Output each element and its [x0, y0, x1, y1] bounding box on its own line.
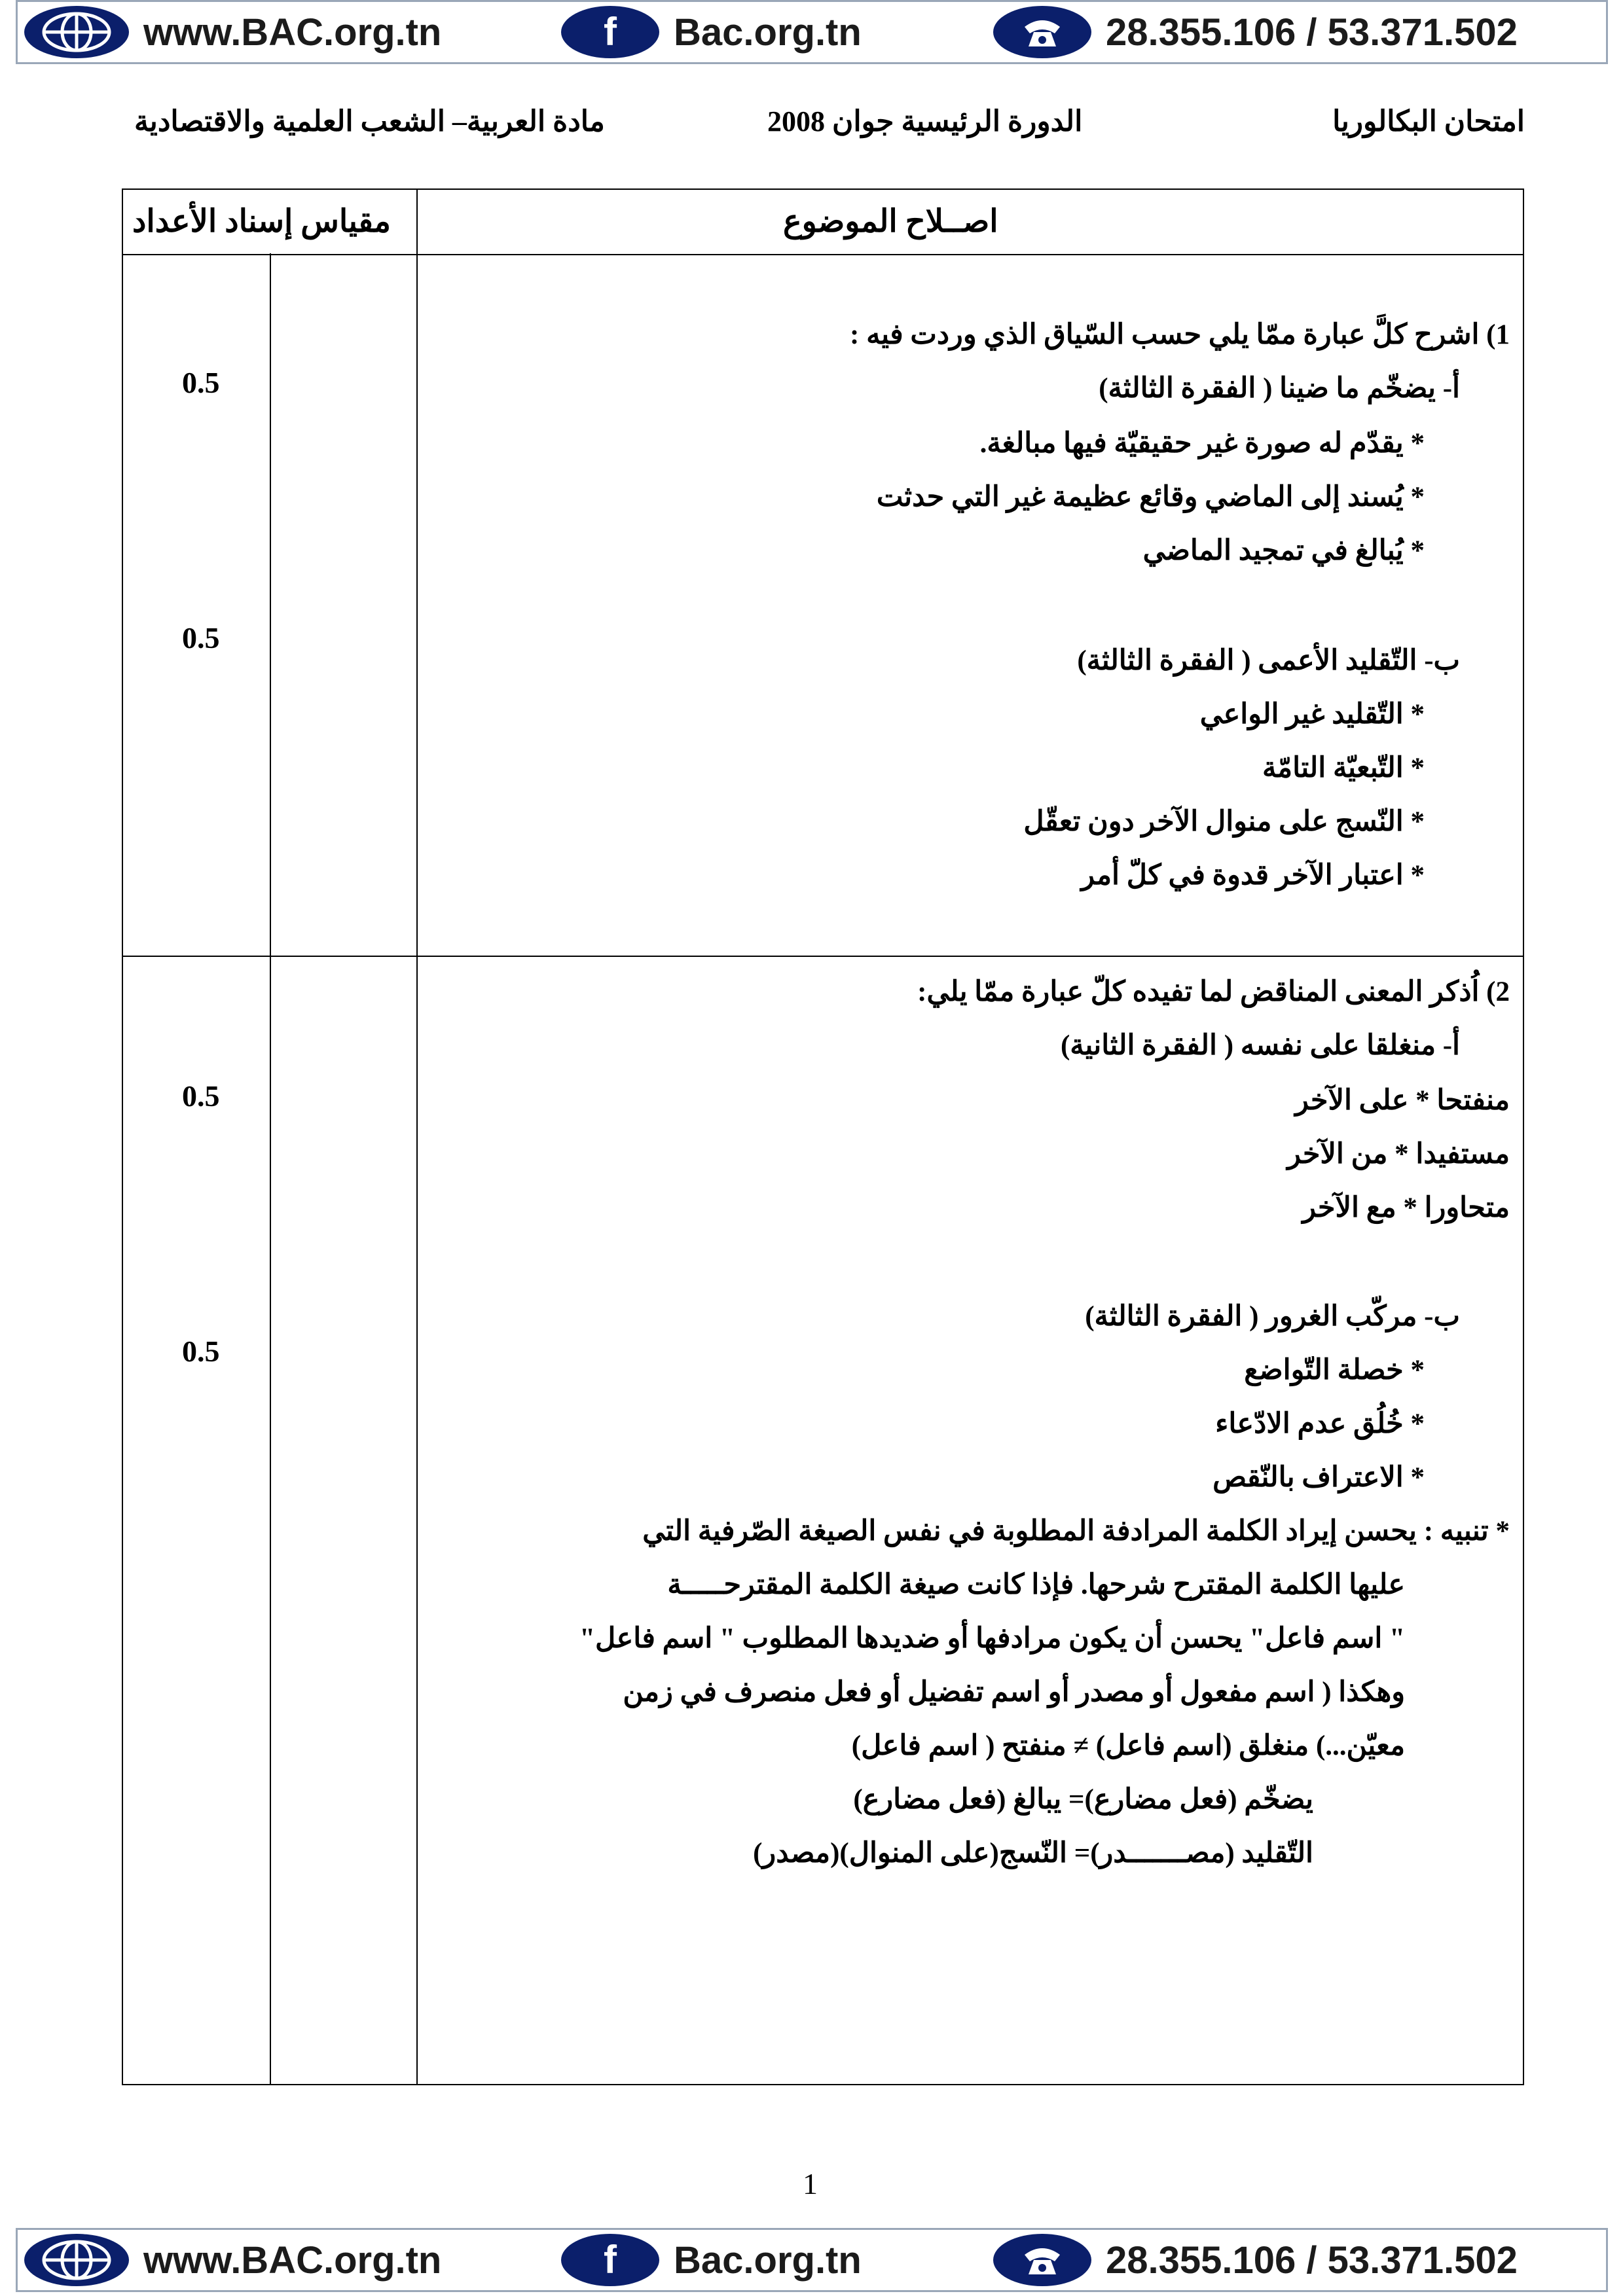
q1-a-item: * يُبالغ في تمجيد الماضي — [1142, 535, 1425, 566]
exam-subject: مادة العربية– الشعب العلمية والاقتصادية — [134, 105, 605, 137]
note-line: * تنبيه : يحسن إيراد الكلمة المرادفة المطلوبة في نفس الصيغة الصّرفية التي — [642, 1516, 1510, 1547]
phone-icon — [993, 2234, 1091, 2286]
column-divider — [416, 190, 418, 2084]
globe-icon — [24, 6, 129, 58]
column-header-scale: مقياس إسناد الأعداد — [132, 204, 391, 239]
facebook-block[interactable] — [561, 2230, 862, 2290]
q1-a-title: أ- يضخّم ما ضينا ( الفقرة الثالثة) — [1099, 373, 1460, 404]
facebook-page: Bac.org.tn — [674, 10, 862, 54]
q1-a-item: * يقدّم له صورة غير حقيقيّة فيها مبالغة. — [979, 428, 1425, 459]
q2-b-item: * الاعتراف بالنّقص — [1213, 1462, 1425, 1493]
website-url: www.BAC.org.tn — [143, 2238, 442, 2282]
page-number: 1 — [803, 2167, 818, 2200]
header-row-divider — [123, 254, 1523, 255]
q1-b-item: * اعتبار الآخر قدوة في كلّ أمر — [1081, 860, 1425, 891]
q2-a-title: أ- منغلقا على نفسه ( الفقرة الثانية) — [1060, 1030, 1460, 1061]
q2-title: 2) اُذكر المعنى المناقض لما تفيده كلّ عبارة ممّا يلي: — [917, 977, 1510, 1007]
note-line: معيّن...) منغلق (اسم فاعل) ≠ منفتح ( اسم فاعل) — [851, 1731, 1405, 1761]
q1-b-item: * النّسج على منوال الآخر دون تعقّل — [1023, 806, 1425, 837]
facebook-icon: f — [561, 2234, 659, 2286]
column-divider — [270, 190, 271, 2084]
score-q2-a: 0.5 — [182, 1079, 220, 1113]
score-q1-a: 0.5 — [182, 366, 220, 399]
note-line: التّقليد (مصـــــــدر)= النّسج(على المنوال)(مصدر) — [753, 1838, 1313, 1869]
top-banner — [16, 0, 1608, 64]
q2-a-item: منفتحا * على الآخر — [1295, 1085, 1510, 1116]
website-block[interactable] — [24, 2230, 441, 2290]
phone-icon — [993, 6, 1091, 58]
note-line: عليها الكلمة المقترح شرحها. فإذا كانت صيغة الكلمة المقترحـــــة — [667, 1570, 1405, 1600]
column-header-correction: اصــلاح الموضوع — [783, 204, 998, 239]
exam-title: امتحان البكالوريا — [1332, 105, 1525, 137]
facebook-block[interactable] — [561, 2, 862, 62]
globe-icon — [24, 2234, 129, 2286]
exam-session: الدورة الرئيسية جوان 2008 — [767, 105, 1083, 137]
phone-numbers: 28.355.106 / 53.371.502 — [1106, 10, 1518, 54]
facebook-page: Bac.org.tn — [674, 2238, 862, 2282]
bottom-banner — [16, 2228, 1608, 2292]
q2-b-item: * خصلة التّواضع — [1244, 1355, 1425, 1386]
note-line: يضخّم (فعل مضارع)= يبالغ (فعل مضارع) — [853, 1784, 1313, 1815]
q2-b-item: * خُلُق عدم الادّعاء — [1215, 1408, 1425, 1439]
note-line: " اسم فاعل" يحسن أن يكون مرادفها أو ضديدها المطلوب " اسم فاعل" — [579, 1623, 1405, 1654]
phone-block[interactable] — [993, 2, 1518, 62]
score-q2-b: 0.5 — [182, 1335, 220, 1368]
q2-b-title: ب- مركّب الغرور ( الفقرة الثالثة) — [1085, 1301, 1460, 1332]
q1-b-item: * التّقليد غير الواعي — [1199, 699, 1425, 730]
q1-b-item: * التّبعيّة التامّة — [1262, 753, 1425, 783]
phone-block[interactable] — [993, 2230, 1518, 2290]
phone-numbers: 28.355.106 / 53.371.502 — [1106, 2238, 1518, 2282]
website-block[interactable] — [24, 2, 441, 62]
correction-table — [122, 188, 1524, 2085]
q1-title: 1) اشرح كلَّ عبارة ممّا يلي حسب السّياق الذي وردت فيه : — [850, 319, 1510, 350]
q2-a-item: متحاورا * مع الآخر — [1302, 1193, 1510, 1223]
score-q1-b: 0.5 — [182, 621, 220, 655]
row-divider — [123, 956, 1523, 957]
q2-a-item: مستفيدا * من الآخر — [1287, 1139, 1510, 1170]
q1-a-item: * يُسند إلى الماضي وقائع عظيمة غير التي حدثت — [876, 482, 1425, 512]
website-url: www.BAC.org.tn — [143, 10, 442, 54]
note-line: وهكذا ( اسم مفعول أو مصدر أو اسم تفضيل أو فعل منصرف في زمن — [623, 1677, 1405, 1708]
facebook-icon: f — [561, 6, 659, 58]
q1-b-title: ب- التّقليد الأعمى ( الفقرة الثالثة) — [1077, 645, 1460, 676]
